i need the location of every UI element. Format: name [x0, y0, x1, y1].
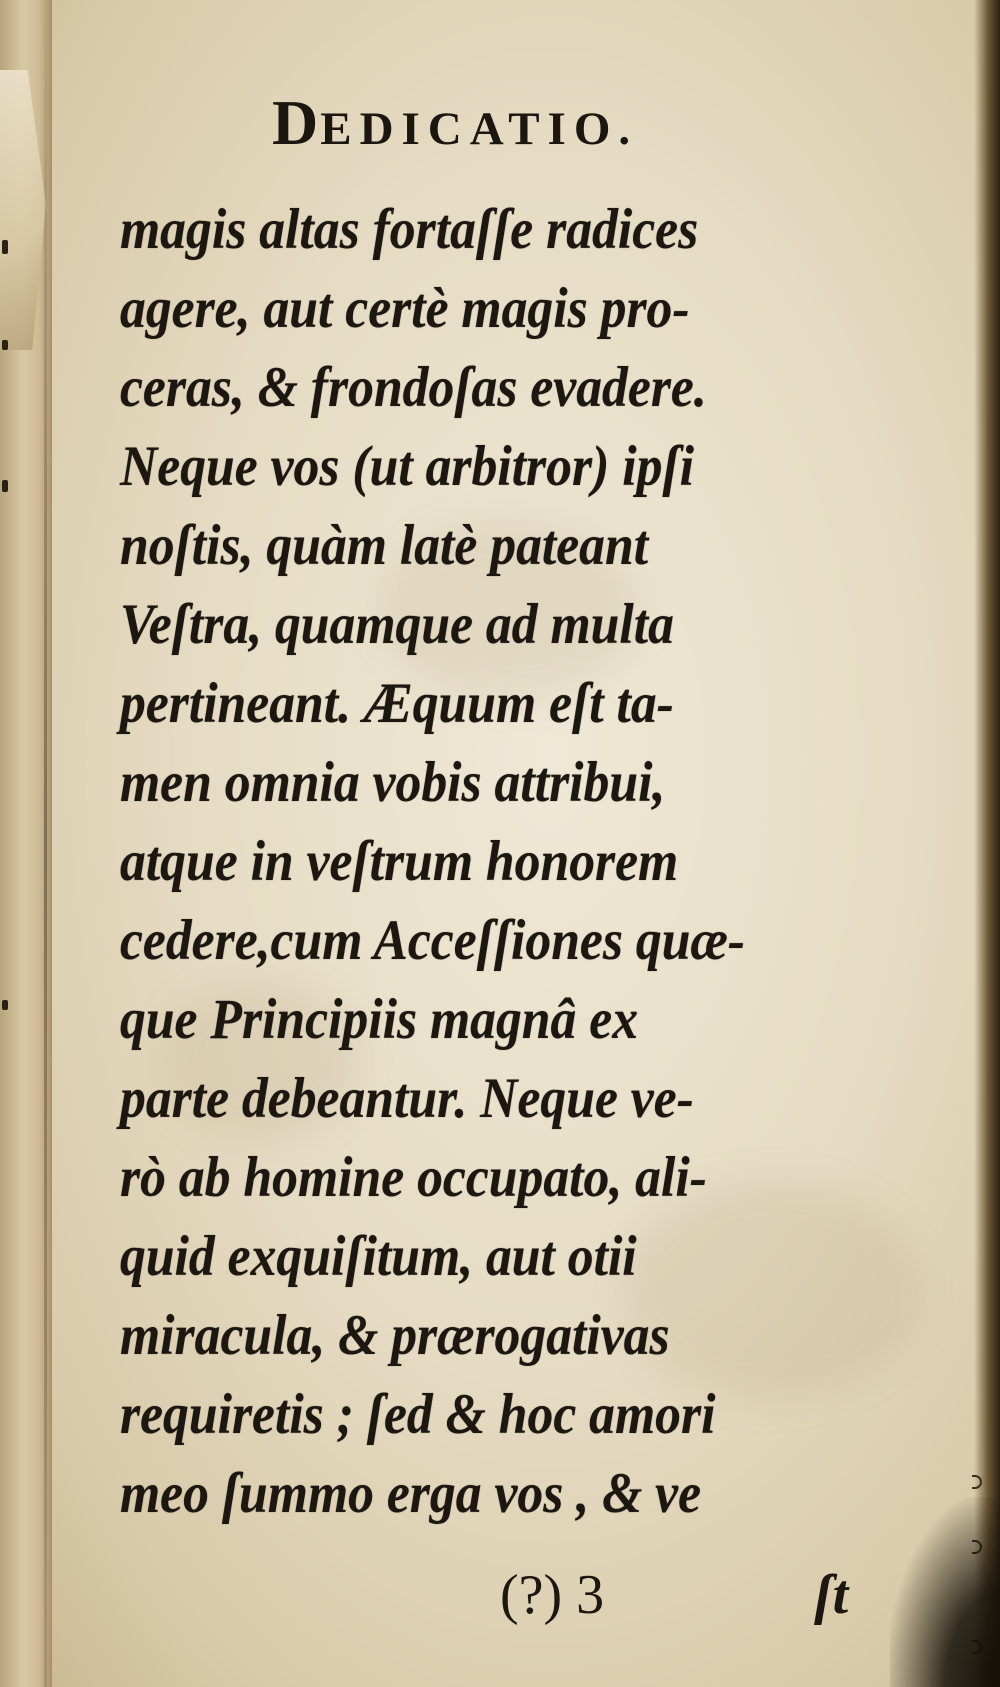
text-line-6: Veſtra, quamque ad multa	[120, 593, 674, 656]
signature-mark: (?) 3	[500, 1564, 605, 1626]
text-line-16: requiretis ; ſed & hoc amori	[120, 1383, 716, 1446]
text-line-12: parte debeantur. Neque ve-	[120, 1067, 694, 1130]
adjacent-page-marks	[2, 220, 16, 1120]
text-line-11: que Principiis magnâ ex	[120, 988, 639, 1051]
text-line-17: meo ſummo erga vos , & ve	[120, 1462, 702, 1525]
text-line-15: miracula, & prærogativas	[120, 1304, 670, 1367]
text-line-7: pertineant. Æquum eſt ta-	[120, 672, 674, 735]
catchword: ſt	[814, 1564, 849, 1626]
text-line-1: magis altas fortaſſe radices	[120, 198, 699, 261]
body-text	[120, 190, 920, 1530]
text-line-3: ceras, & frondoſas evadere.	[120, 356, 707, 419]
text-line-4: Neque vos (ut arbitror) ipſi	[120, 435, 694, 498]
text-line-2: agere, aut certè magis pro-	[120, 277, 690, 340]
text-line-5: noſtis, quàm latè pateant	[120, 514, 649, 577]
heading-rest: EDICATIO.	[320, 103, 639, 155]
text-line-9: atque in veſtrum honorem	[120, 830, 679, 893]
text-line-13: rò ab homine occupato, ali-	[120, 1146, 707, 1209]
text-line-8: men omnia vobis attribui,	[120, 751, 666, 814]
right-page-edge	[974, 0, 1000, 1687]
heading-initial: D	[272, 87, 321, 158]
text-line-10: cedere,cum Acceſſiones quæ-	[120, 909, 745, 972]
binding-shadow	[44, 0, 47, 1687]
page-heading	[272, 78, 752, 168]
text-line-14: quid exquiſitum, aut otii	[120, 1225, 637, 1288]
